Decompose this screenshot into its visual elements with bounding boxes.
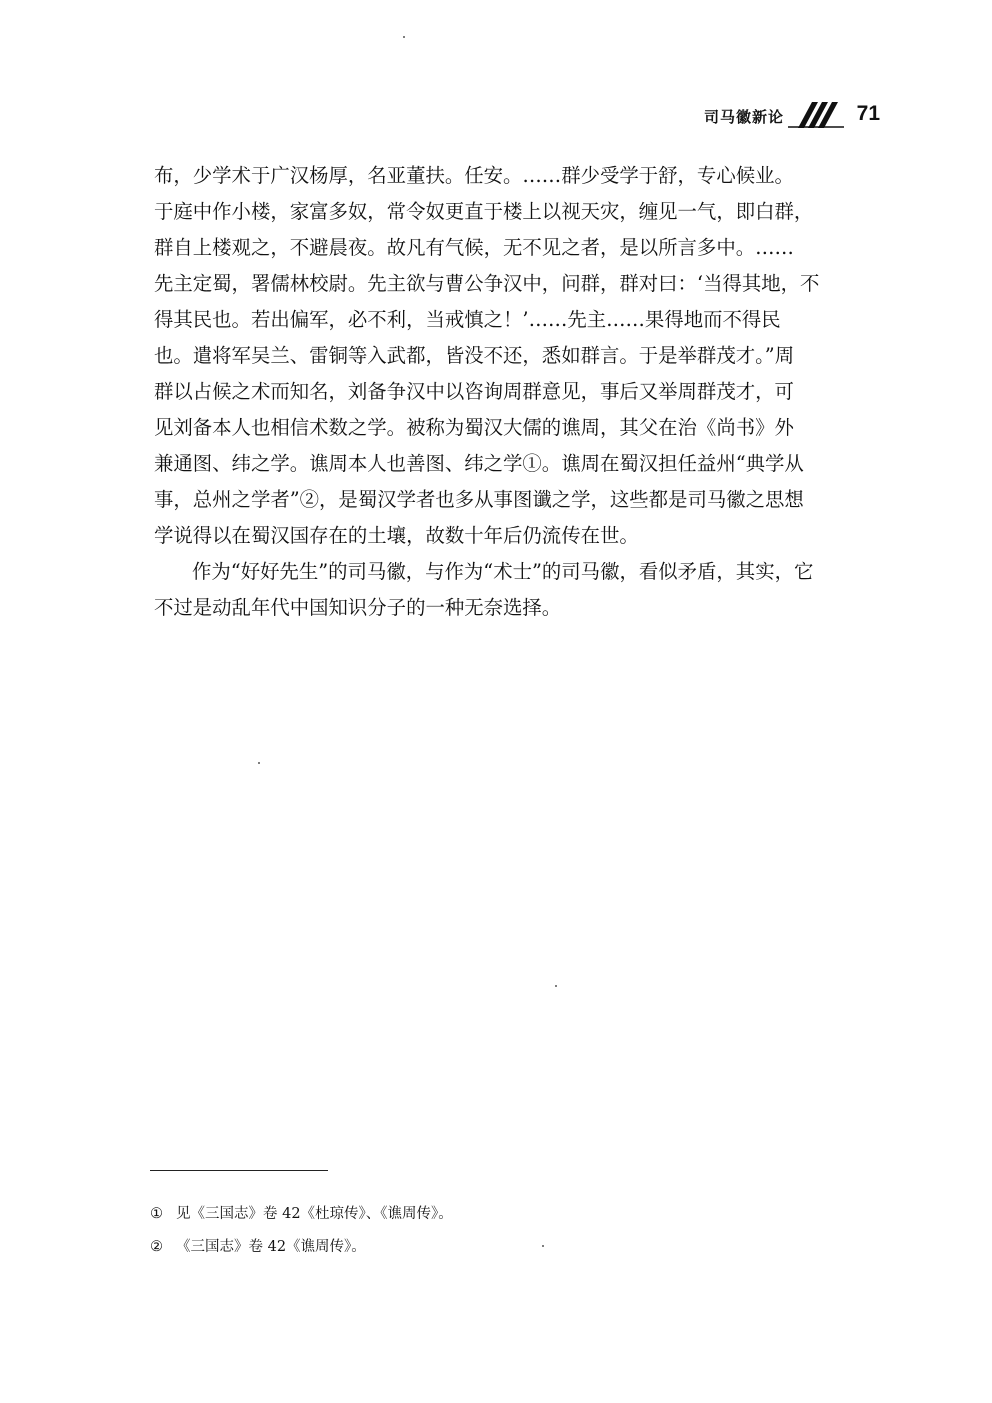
footnote-mark: ① bbox=[150, 1206, 163, 1222]
text-line: 得其民也。若出偏军，必不利，当戒慎之！’……先主……果得地而不得民 bbox=[154, 308, 781, 331]
text-line: 兼通图、纬之学。谯周本人也善图、纬之学①。谯周在蜀汉担任益州“典学从 bbox=[154, 452, 804, 475]
scan-speck bbox=[555, 985, 557, 987]
footnote-mark: ② bbox=[150, 1239, 163, 1255]
text-line: 事，总州之学者”②，是蜀汉学者也多从事图谶之学，这些都是司马徽之思想 bbox=[154, 488, 804, 511]
text-line: 布，少学术于广汉杨厚，名亚董扶。任安。……群少受学于舒，专心候业。 bbox=[154, 164, 794, 187]
footnote bbox=[150, 1198, 650, 1231]
text-line: 也。遣将军吴兰、雷铜等入武都，皆没不还，悉如群言。于是举群茂才。”周 bbox=[154, 344, 795, 367]
body-text bbox=[154, 158, 854, 626]
text-line: 群以占候之术而知名，刘备争汉中以咨询周群意见，事后又举周群茂才，可 bbox=[154, 380, 794, 403]
text-line: 于庭中作小楼，家富多奴，常令奴更直于楼上以视天灾，缠见一气，即白群， bbox=[154, 200, 814, 223]
scan-speck bbox=[258, 762, 260, 764]
footnotes bbox=[150, 1198, 650, 1264]
scan-speck bbox=[542, 1245, 544, 1247]
footnote-text: 见《三国志》卷 42《杜琼传》、《谯周传》。 bbox=[176, 1206, 453, 1222]
text-line: 见刘备本人也相信术数之学。被称为蜀汉大儒的谯周，其父在治《尚书》外 bbox=[154, 416, 794, 439]
text-line: 先主定蜀，署儒林校尉。先主欲与曹公争汉中，问群，群对曰：‘当得其地，不 bbox=[154, 272, 820, 295]
footnote-text: 《三国志》卷 42《谯周传》。 bbox=[176, 1239, 366, 1255]
page-number: 71 bbox=[856, 102, 880, 125]
text-line: 群自上楼观之，不避晨夜。故凡有气候，无不见之者，是以所言多中。…… bbox=[154, 236, 794, 259]
page-header bbox=[660, 98, 880, 132]
footnote bbox=[150, 1231, 650, 1264]
slash-decoration-icon bbox=[788, 102, 844, 128]
running-title: 司马徽新论 bbox=[703, 108, 784, 126]
footnote-divider bbox=[150, 1170, 328, 1171]
closing-paragraph-line: 作为“好好先生”的司马徽，与作为“术士”的司马徽，看似矛盾，其实，它 bbox=[192, 560, 814, 583]
text-line: 学说得以在蜀汉国存在的土壤，故数十年后仍流传在世。 bbox=[154, 524, 639, 547]
closing-paragraph-line: 不过是动乱年代中国知识分子的一种无奈选择。 bbox=[154, 596, 562, 619]
scan-speck bbox=[403, 36, 405, 38]
